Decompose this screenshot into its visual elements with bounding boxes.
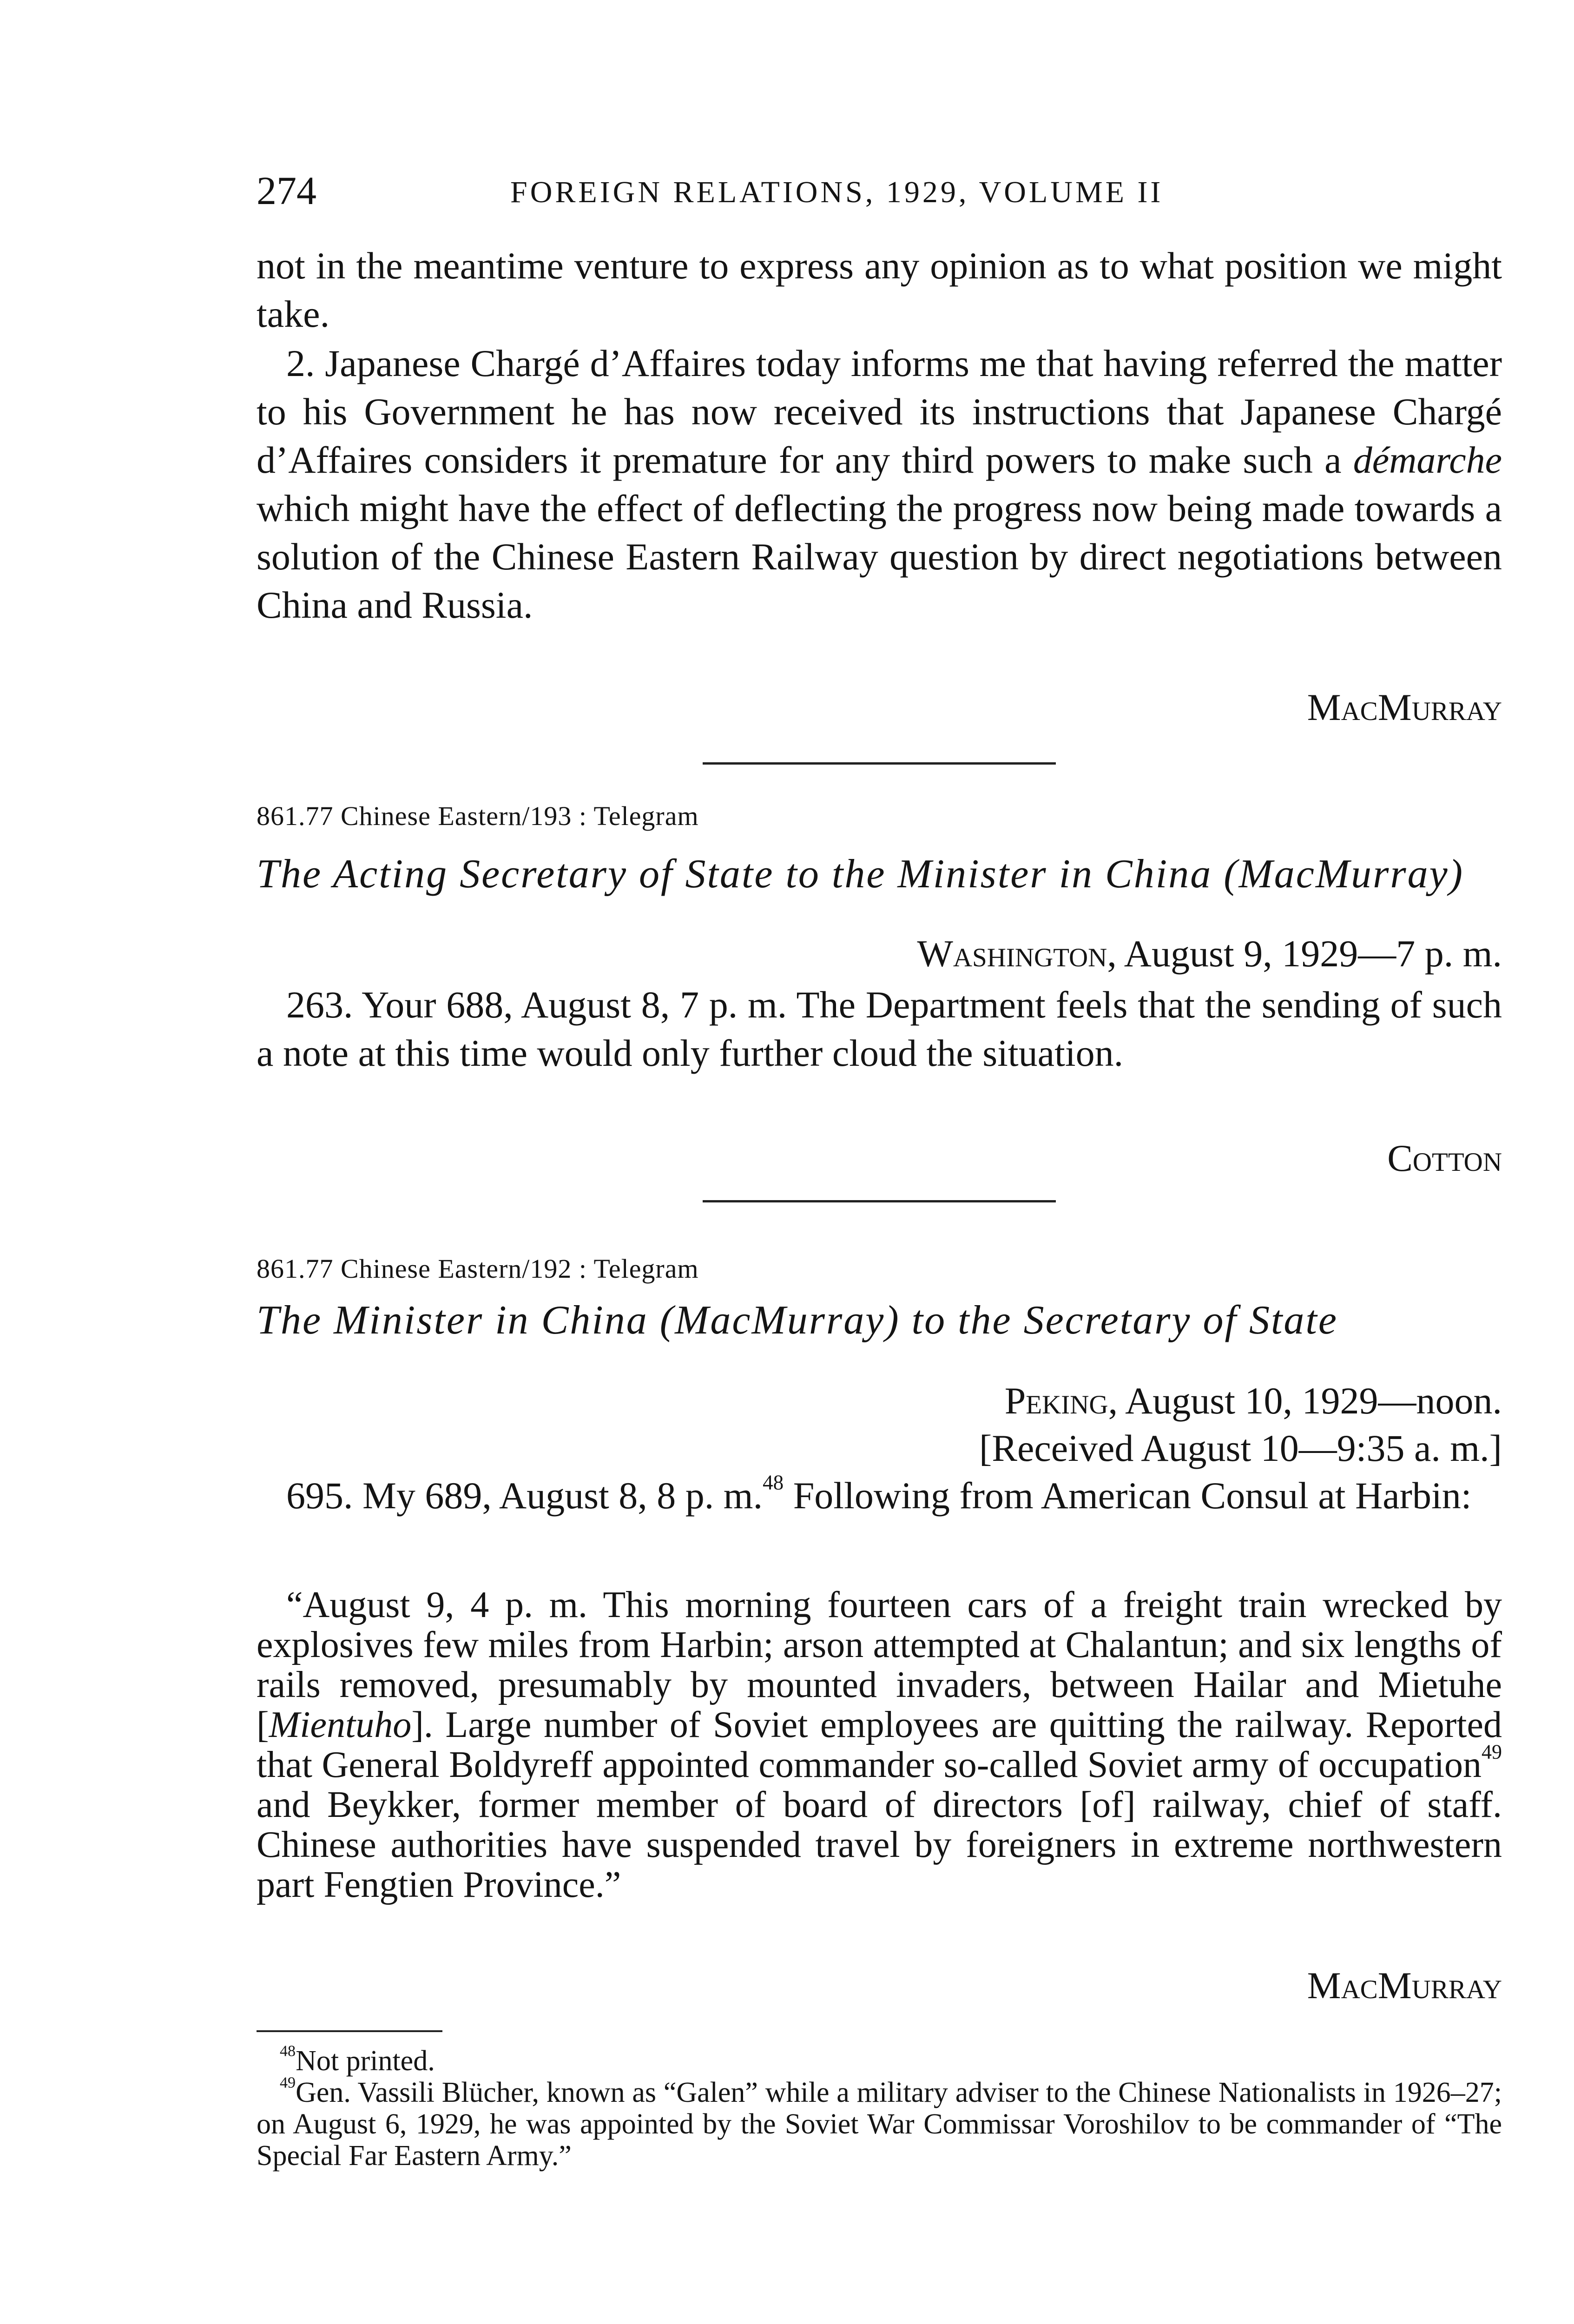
page-header xyxy=(257,167,1502,218)
quote-text: “August 9, 4 p. m. This morning fourteen cars of a freight train wrecked by explosives few miles from Harbin; arson attempted at Chalantun; and six lengths of rails removed, presumably by mounted invaders, between Hailar and Mietuhe [ xyxy=(257,1585,1502,1745)
quote-text: ]. Large number of Soviet employees are quitting the railway. Reported that General Boldyreff appointed commander so-called Soviet army of occupation xyxy=(257,1704,1502,1785)
file-reference: 861.77 Chinese Eastern/193 : Telegram xyxy=(257,801,699,831)
dateline-place: Peking xyxy=(1004,1380,1108,1422)
dateline xyxy=(257,1377,1502,1425)
footnote-divider xyxy=(257,2030,442,2032)
dateline-date: , August 9, 1929—7 p. m. xyxy=(1107,932,1502,975)
para-text: which might have the effect of deflecting the progress now being made towards a solution of the Chinese Eastern Railway question by direct negotiations between China and Russia. xyxy=(257,487,1502,626)
quoted-telegram xyxy=(257,1585,1502,1905)
quote-text: and Beykker, former member of board of directors [of] railway, chief of staff. Chinese authorities have suspended travel by foreigners in extreme northwestern part Fengtien Province.” xyxy=(257,1784,1502,1905)
footnote-mark: 48 xyxy=(280,2042,296,2060)
quote-italic-term: Mientuho xyxy=(269,1704,412,1745)
body-text: Following from American Consul at Harbin: xyxy=(784,1474,1472,1517)
file-reference: 861.77 Chinese Eastern/192 : Telegram xyxy=(257,1254,699,1284)
dateline xyxy=(257,930,1502,978)
footnote-48 xyxy=(257,2042,1502,2077)
para-text: 2. Japanese Chargé d’Affaires today informs me that having referred the matter to his Government he has now received its instructions that Japanese Chargé d’Affaires considers it premature for any third powers to make such a xyxy=(257,342,1502,481)
footnotes xyxy=(257,2042,1502,2172)
footnote-text: Gen. Vassili Blücher, known as “Galen” while a military adviser to the Chinese Nationalists in 1926–27; on August 6, 1929, he was appointed by the Soviet War Commissar Voroshilov to be commander of “The Special Far Eastern Army.” xyxy=(257,2077,1502,2172)
telegram-body: 263. Your 688, August 8, 7 p. m. The Department feels that the sending of such a note at this time would only further cloud the situation. xyxy=(257,984,1502,1074)
received-line: [Received August 10—9:35 a. m.] xyxy=(979,1427,1502,1469)
dateline-date: , August 10, 1929—noon. xyxy=(1108,1380,1502,1422)
document-title: The Minister in China (MacMurray) to the Secretary of State xyxy=(257,1298,1338,1343)
running-title: FOREIGN RELATIONS, 1929, VOLUME II xyxy=(510,175,1164,209)
signature-cotton: Cotton xyxy=(1387,1137,1502,1179)
footnote-text: Not printed. xyxy=(296,2045,435,2077)
dateline-place: Washington xyxy=(917,932,1107,975)
document-title: The Acting Secretary of State to the Minister in China (MacMurray) xyxy=(257,852,1464,897)
continuation-paragraph-2 xyxy=(257,339,1502,629)
footnote-49 xyxy=(257,2074,1502,2172)
section-divider xyxy=(703,762,1056,765)
signature-macmurray-2: MacMurray xyxy=(1307,1964,1502,2007)
body-text: 695. My 689, August 8, 8 p. m. xyxy=(286,1474,763,1517)
continuation-paragraph: not in the meantime venture to express any opinion as to what position we might take. xyxy=(257,244,1502,335)
telegram-body xyxy=(257,1472,1502,1520)
footnote-marker: 48 xyxy=(763,1471,784,1494)
footnote-mark: 49 xyxy=(280,2074,296,2092)
para-italic-term: démarche xyxy=(1353,439,1502,481)
page-number: 274 xyxy=(257,168,316,213)
footnote-marker: 49 xyxy=(1482,1740,1502,1763)
signature-macmurray-1: MacMurray xyxy=(1307,686,1502,728)
section-divider xyxy=(703,1200,1056,1202)
